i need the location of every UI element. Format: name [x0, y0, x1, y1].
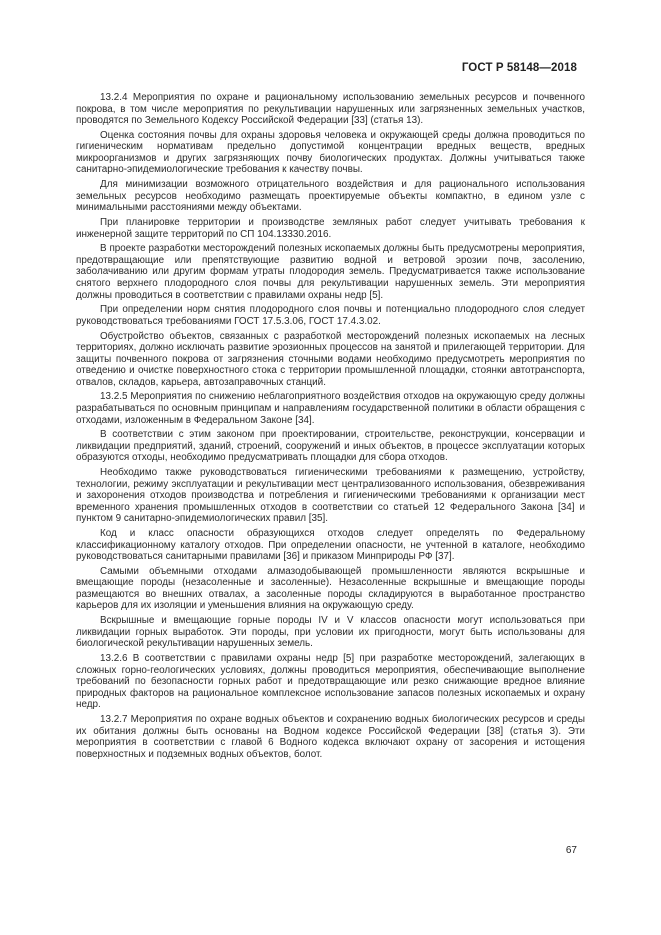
- page-number: 67: [565, 845, 577, 856]
- paragraph-13-2-5: 13.2.5 Мероприятия по снижению неблагоприятного воздействия отходов на окружающую среду должны разрабатываться по основным принципам и направлениям государственной политики в области обращения с отходами, изложенным в Федеральном Законе [34].: [76, 391, 585, 426]
- paragraph: Обустройство объектов, связанных с разработкой месторождений полезных ископаемых на лесных территориях, должно исключать развитие эрозионных процессов на занятой и прилегающей территории. Для защиты почвенного покрова от загрязнения сточными водами необходимо предусмотреть мероприятия по отведению и очистке поверхностного стока с территории промышленной площадки, стоянки автотранспорта, отвалов, складов, карьера, автозаправочных станций.: [76, 330, 585, 388]
- paragraph: При планировке территории и производстве земляных работ следует учитывать требования к инженерной защите территорий по СП 104.13330.2016.: [76, 217, 585, 240]
- paragraph-13-2-7: 13.2.7 Мероприятия по охране водных объектов и сохранению водных биологических ресурсов и среды их обитания должны быть основаны на Водном кодексе Российской Федерации [38] (статья 3). Эти мероприятия в соответствии с главой 6 Водного кодекса включают охрану от засорения и истощения поверхностных и подземных водных объектов, болот.: [76, 713, 585, 760]
- paragraph: Необходимо также руководствоваться гигиеническими требованиями к размещению, устройству, технологии, режиму эксплуатации и рекультивации мест централизованного использования, обезвреживания и захоронения отходов производства и потребления и гигиеническими требованиями к организации мест временного хранения промышленных отходов в соответствии со статьей 12 Федерального Закона [34] и пунктом 9 санитарно-эпидемиологических правил [35].: [76, 467, 585, 525]
- paragraph: Для минимизации возможного отрицательного воздействия и для рационального использования земельных ресурсов необходимо размещать проектируемые объекты компактно, в едином узле с минимальными расстояниями между объектами.: [76, 179, 585, 214]
- paragraph: Вскрышные и вмещающие горные породы IV и V классов опасности могут использоваться при ликвидации горных выработок. Эти породы, при условии их пригодности, могут быть использованы для биологической рекультивации нарушенных земель.: [76, 615, 585, 650]
- paragraph-13-2-6: 13.2.6 В соответствии с правилами охраны недр [5] при разработке месторождений, залегающих в сложных горно-геологических условиях, должны проводиться мероприятия, обеспечивающие выполнение требований по безопасности горных работ и предотвращающие или резко снижающие вредное влияние природных факторов на рациональное комплексное использование запасов полезных ископаемых и охрану недр.: [76, 653, 585, 711]
- paragraph: В проекте разработки месторождений полезных ископаемых должны быть предусмотрены мероприятия, предотвращающие или препятствующие развитию водной и ветровой эрозии почв, засолению, заболачиванию или другим формам утраты плодородия земель. Предусматривается также использование снятого верхнего плодородного слоя почвы для рекультивации нарушенных земель. Эти мероприятия должны проводиться в соответствии с правилами охраны недр [5].: [76, 243, 585, 301]
- paragraph: Самыми объемными отходами алмазодобывающей промышленности являются вскрышные и вмещающие породы (незасоленные и засоленные). Незасоленные вскрышные и вмещающие породы размещаются во внешних отвалах, а засоленные породы складируются в выработанное пространство карьеров для их изоляции и уменьшения влияния на окружающую среду.: [76, 565, 585, 612]
- paragraph: Код и класс опасности образующихся отходов следует определять по Федеральному классификационному каталогу отходов. При определении опасности, не учтенной в каталоге, необходимо руководствоваться санитарными правилами [36] и приказом Минприроды РФ [37].: [76, 528, 585, 563]
- document-body: [76, 92, 585, 763]
- paragraph-13-2-4: 13.2.4 Мероприятия по охране и рациональному использованию земельных ресурсов и почвенного покрова, в том числе мероприятия по рекультивации нарушенных или загрязненных земельных участков, проводятся по Земельного Кодексу Российской Федерации [33] (статья 13).: [76, 92, 585, 127]
- paragraph: Оценка состояния почвы для охраны здоровья человека и окружающей среды должна проводиться по гигиеническим нормативам предельно допустимой концентрации вредных веществ, вредных микроорганизмов и других загрязняющих почву биологических продуктах. Должны учитываться также санитарно-эпидемиологические требования к качеству почвы.: [76, 129, 585, 176]
- paragraph: При определении норм снятия плодородного слоя почвы и потенциально плодородного слоя следует руководствоваться требованиями ГОСТ 17.5.3.06, ГОСТ 17.4.3.02.: [76, 304, 585, 327]
- standard-header: ГОСТ Р 58148—2018: [461, 62, 577, 74]
- paragraph: В соответствии с этим законом при проектировании, строительстве, реконструкции, консервации и ликвидации предприятий, зданий, строений, сооружений и иных объектов, в процессе эксплуатации которых образуются отходы, необходимо предусматривать площадки для сбора отходов.: [76, 429, 585, 464]
